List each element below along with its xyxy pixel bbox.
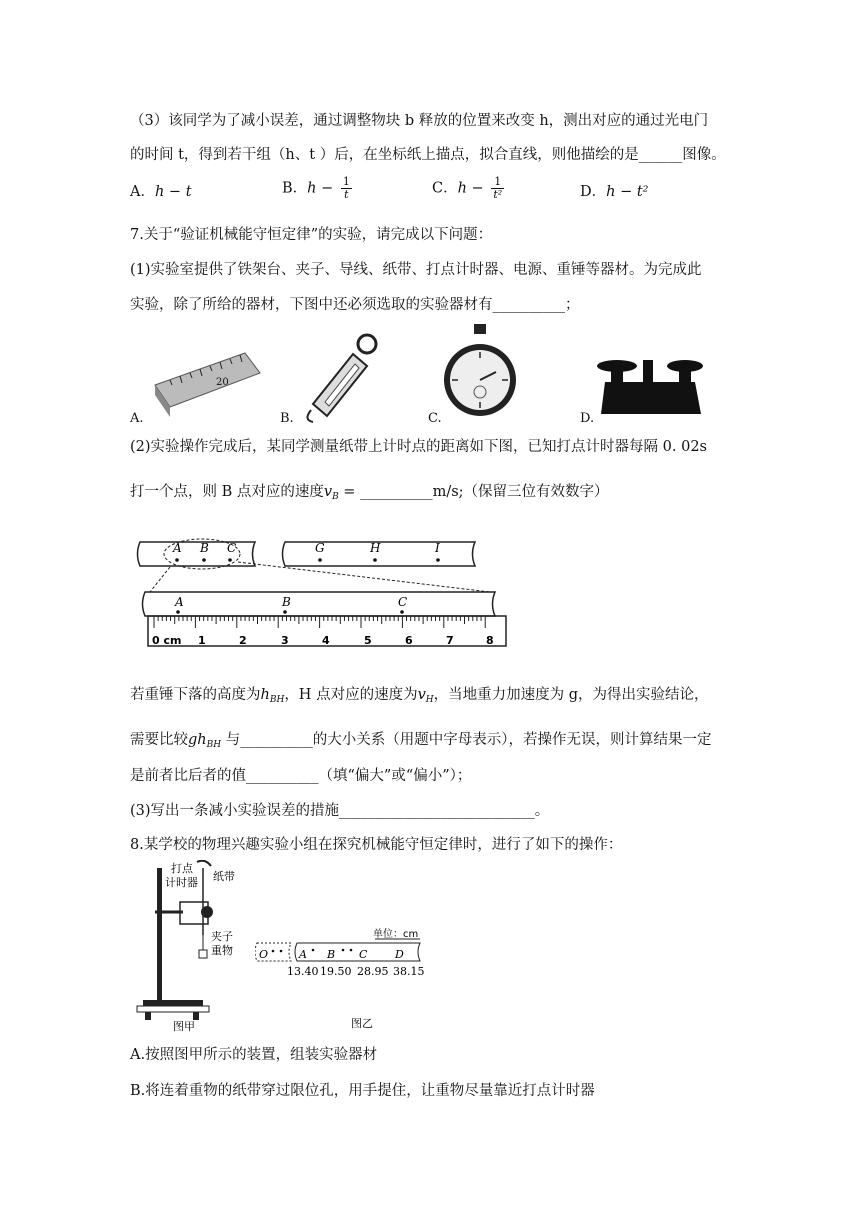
tape-bottom-a: A (175, 595, 184, 609)
figure-a-apparatus (135, 860, 255, 1035)
point-c: C (359, 948, 368, 961)
point-b: B (327, 948, 336, 961)
caption-fig-b: 图乙 (351, 1017, 373, 1030)
label-clip: 夹子 (211, 930, 233, 943)
value-b: 19.50 (320, 965, 352, 978)
stopwatch-icon (440, 322, 520, 422)
point-d: D (395, 948, 404, 961)
q7-p3: (3)写出一条减小实验误差的措施___________________________。 (130, 803, 550, 819)
tape-top-i: I (435, 541, 440, 555)
q8-title: 8.某学校的物理兴趣实验小组在探究机械能守恒定律时，进行了如下的操作： (130, 837, 623, 853)
label-dayin: 打点 (171, 862, 193, 875)
q7-p2-line4: 需要比较$gh_{BH}$ 与__________的大小关系（用题中字母表示），若操作无误，则计算结果一定 (130, 732, 712, 750)
q7-p1-line2: 实验，除了所给的器材，下图中还必须选取的实验器材有__________； (130, 297, 580, 313)
q8-step-b: B.将连着重物的纸带穿过限位孔，用手提住，让重物尽量靠近打点计时器 (130, 1083, 595, 1099)
tape-bottom-c: C (398, 595, 408, 609)
q6-part3-line1: （3）该同学为了减小误差，通过调整物块 b 释放的位置来改变 h，测出对应的通过光电门 (130, 113, 709, 129)
q7-p2-line5: 是前者比后者的值__________（填“偏大”或“偏小”）； (130, 768, 472, 784)
image-label-b: B. (280, 411, 294, 426)
tape-top-c: C (227, 541, 237, 555)
svg-text:20: 20 (216, 377, 229, 388)
value-d: 38.15 (393, 965, 425, 978)
ruler-icon (150, 345, 262, 420)
point-o: O (259, 948, 269, 961)
ruler-8: 8 (486, 634, 494, 647)
label-timer: 计时器 (165, 876, 198, 889)
ruler-7: 7 (446, 634, 454, 647)
tape-top-a: A (173, 541, 182, 555)
q6-option-a: A．h − t (130, 184, 192, 200)
q6-option-d: D．h − t² (580, 184, 649, 200)
q7-p2-line1: (2)实验操作完成后，某同学测量纸带上计时点的距离如下图，已知打点计时器每隔 0. 02s (130, 439, 707, 455)
image-label-d: D. (580, 411, 595, 426)
figure-b-tape (255, 925, 430, 1035)
point-a: A (299, 948, 307, 961)
caption-fig-a: 图甲 (173, 1020, 195, 1033)
ruler-5: 5 (364, 634, 372, 647)
paper-tape-figure (130, 530, 515, 655)
value-a: 13.40 (287, 965, 319, 978)
ruler-4: 4 (322, 634, 330, 647)
ruler-3: 3 (281, 634, 289, 647)
image-label-c: C. (428, 411, 442, 426)
q6-part3-line2: 的时间 t，得到若干组（h、t ）后，在坐标纸上描点，拟合直线，则他描绘的是______图像。 (130, 147, 726, 163)
q7-p2-line3: 若重锤下落的高度为$h_{BH}$，H 点对应的速度为$v_H$，当地重力加速度为 g，为得出实验结论， (130, 687, 709, 705)
ruler-1: 1 (198, 634, 206, 647)
ruler-2: 2 (239, 634, 247, 647)
label-tape: 纸带 (213, 870, 235, 883)
q7-p1-line1: (1)实验室提供了铁架台、夹子、导线、纸带、打点计时器、电源、重锤等器材。为完成此 (130, 262, 702, 278)
tape-top-h: H (370, 541, 381, 555)
ruler-6: 6 (405, 634, 413, 647)
tape-bottom-b: B (282, 595, 291, 609)
q8-step-a: A.按照图甲所示的装置，组装实验器材 (130, 1047, 378, 1063)
image-label-a: A. (130, 411, 144, 426)
value-c: 28.95 (357, 965, 389, 978)
tape-top-b: B (200, 541, 209, 555)
q6-option-b: B．h − $\frac{1}{t}$ (282, 175, 350, 201)
label-weight: 重物 (211, 944, 233, 957)
unit-label: 单位：cm (373, 929, 419, 940)
q7-p2-line2: 打一个点，则 B 点对应的速度$v_B$ = __________m/s;（保留三位有效数字） (130, 484, 609, 502)
q7-title: 7.关于“验证机械能守恒定律”的实验，请完成以下问题： (130, 227, 493, 243)
balance-scale-icon (595, 352, 705, 422)
ruler-0: 0 cm (152, 634, 182, 647)
spring-scale-icon (295, 332, 387, 424)
q6-option-c: C．h − $\frac{1}{\text{t²}}$ (432, 175, 503, 201)
tape-top-g: G (315, 541, 325, 555)
